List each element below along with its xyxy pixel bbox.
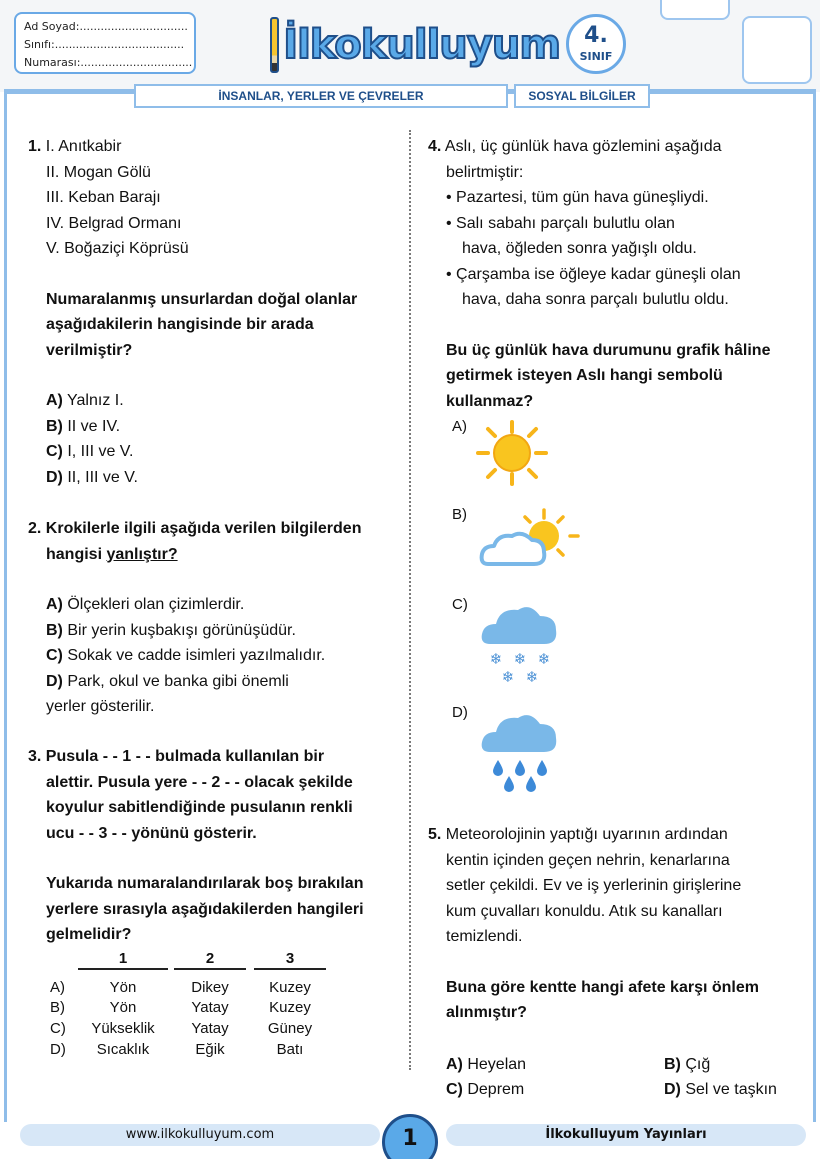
q4-bullet-continuation: hava, öğleden sonra yağışlı oldu. [462,240,697,257]
q3-stem-line: Pusula - - 1 - - bulmada kullanılan bir [45,748,325,765]
q1-prompt-line: verilmiştir? [46,341,133,359]
table-header: 2 [174,950,246,970]
corner-tab [660,0,730,20]
table-cell: Eğik [195,1041,225,1058]
row-key: D) [50,1041,66,1058]
table-cell: Yükseklik [91,1020,155,1037]
q2-underlined-word: yanlıştır? [106,545,178,563]
q3-stem-line: alettir. Pusula yere - - 2 - - olacak şekilde [46,773,353,791]
table-header: 1 [78,950,168,970]
table-cell: Kuzey [269,999,311,1016]
q3-stem-line: ucu - - 3 - - yönünü gösterir. [46,824,257,842]
option-text: II ve IV. [67,417,121,435]
option-text: Sokak ve cadde isimleri yazılmalıdır. [67,647,326,664]
option-key: D) [46,468,63,486]
answer-option[interactable] [28,439,398,465]
brand-logo [270,10,560,80]
table-cell: Yatay [191,999,229,1016]
option-text: II, III ve V. [67,468,138,486]
partly-cloudy-icon[interactable] [478,508,582,576]
svg-text:❄: ❄ [501,668,515,686]
q3-stem-line: koyulur sabitlendiğinde pusulanın renkli [46,799,353,816]
answer-option[interactable] [28,592,403,618]
answer-option[interactable] [28,414,398,440]
question-3 [28,744,403,948]
class-field: Sınıfı:..................................... [24,38,185,51]
snow-cloud-icon[interactable] [480,598,560,688]
name-field: Ad Soyad:............................... [24,20,188,33]
row-key: B) [50,999,65,1016]
question-number: 3. [28,748,42,765]
q5-stem-line: temizlendi. [446,928,523,945]
option-key: B) [46,417,63,435]
option-key: A) [46,596,63,613]
option-text: Yalnız I. [67,392,124,409]
q5-prompt-line: alınmıştır? [446,1004,527,1021]
option-text: Park, okul ve banka gibi önemli [67,672,289,690]
option-text: I, III ve V. [67,443,134,460]
q4-prompt-line: Bu üç günlük hava durumunu grafik hâline [446,341,771,359]
question-2 [28,516,403,720]
option-label: D) [452,704,468,721]
q4-bullet: • Çarşamba ise öğleye kadar güneşli olan [446,265,741,283]
q1-item: III. Keban Barajı [46,189,161,206]
q4-prompt-line: getirmek isteyen Aslı hangi sembolü [446,367,723,384]
logo-text: İlkokulluyum [283,22,560,68]
option-text: Heyelan [467,1056,527,1073]
option-key: C) [46,443,63,460]
option-text-continuation: yerler gösterilir. [46,698,155,715]
answer-option[interactable] [28,388,398,414]
option-label: A) [452,418,467,435]
question-5 [428,822,808,1026]
svg-text:❄: ❄ [513,650,527,668]
rain-cloud-icon[interactable] [480,706,560,796]
q1-item: V. Boğaziçi Köprüsü [46,240,189,257]
option-label: C) [452,596,468,613]
score-box [742,16,812,84]
answer-option[interactable] [28,669,403,695]
q4-bullet: • Pazartesi, tüm gün hava güneşliydi. [446,189,709,206]
q2-stem-line: hangisi [46,545,107,563]
table-cell: Yön [109,999,137,1016]
option-text: Çığ [685,1056,711,1073]
question-number: 1. [28,138,42,155]
row-key: A) [50,979,65,996]
q5-stem-line: Meteorolojinin yaptığı uyarının ardından [445,826,728,843]
student-info-box [14,12,196,74]
option-text: Ölçekleri olan çizimlerdir. [67,596,245,613]
grade-badge [566,14,626,74]
table-cell: Dikey [191,979,229,996]
answer-option[interactable] [28,618,403,644]
svg-text:❄: ❄ [537,650,551,668]
answer-option[interactable] [664,1052,710,1078]
question-number: 4. [428,138,442,155]
table-cell: Batı [276,1041,304,1058]
table-header: 3 [254,950,326,970]
q1-prompt-line: Numaralanmış unsurlardan doğal olanlar [46,290,358,308]
answer-option[interactable] [664,1077,777,1103]
q4-intro-line: Aslı, üç günlük hava gözlemini aşağıda [444,138,722,155]
q4-bullet: • Salı sabahı parçalı bulutlu olan [446,214,675,232]
q5-prompt-line: Buna göre kentte hangi afete karşı önlem [446,978,759,996]
option-key: A) [446,1056,463,1073]
q5-stem-line: kum çuvalları konuldu. Atık su kanalları [446,902,723,920]
table-cell: Güney [267,1020,313,1037]
q5-stem-line: kentin içinden geçen nehrin, kenarlarına [446,851,730,869]
website-link[interactable]: www.ilkokulluyum.com [20,1124,380,1146]
option-key: B) [46,621,63,639]
q1-item: IV. Belgrad Ormanı [46,214,182,232]
grade-number: 4. [584,23,608,48]
table-cell: Sıcaklık [96,1041,150,1058]
answer-option[interactable] [28,643,403,669]
grade-label: SINIF [579,50,613,63]
topic-tab: İNSANLAR, YERLER VE ÇEVRELER [134,84,508,108]
question-1 [28,134,398,490]
option-text: Deprem [467,1081,525,1098]
pencil-icon [270,17,279,73]
q1-item: II. Mogan Gölü [46,163,151,181]
q1-item: I. Anıtkabir [45,138,122,155]
q3-prompt-line: yerlere sırasıyla aşağıdakilerden hangileri [46,900,364,918]
number-field: Numarası:................................ [24,56,193,69]
option-text: Bir yerin kuşbakışı görünüşüdür. [67,621,296,639]
q4-prompt-line: kullanmaz? [446,392,534,410]
question-number: 2. [28,520,42,537]
svg-text:❄: ❄ [489,650,503,668]
table-cell: Kuzey [269,979,311,996]
sun-icon[interactable] [474,418,550,488]
answer-option[interactable] [28,465,398,491]
option-key: D) [46,672,63,690]
option-key: A) [46,392,63,409]
option-key: B) [664,1056,681,1073]
page-number: 1 [402,1126,418,1151]
answer-option[interactable] [446,1052,526,1078]
publisher-name: İlkokulluyum Yayınları [446,1124,806,1146]
column-divider [409,130,411,1070]
q4-intro-line: belirtmiştir: [446,163,524,181]
table-cell: Yatay [191,1020,229,1037]
option-key: C) [46,647,63,664]
q4-bullet-continuation: hava, daha sonra parçalı bulutlu oldu. [462,291,729,308]
table-cell: Yön [109,979,137,996]
option-key: D) [664,1081,681,1098]
answer-option[interactable] [446,1077,524,1103]
q2-stem-line: Krokilerle ilgili aşağıda verilen bilgilerden [45,520,362,537]
q1-prompt-line: aşağıdakilerin hangisinde bir arada [46,316,314,333]
q5-stem-line: setler çekildi. Ev ve iş yerlerinin girişlerine [446,877,742,894]
q3-prompt-line: Yukarıda numaralandırılarak boş bırakılan [46,875,364,892]
svg-text:❄: ❄ [525,668,539,686]
option-label: B) [452,506,467,523]
question-number: 5. [428,826,442,843]
option-text: Sel ve taşkın [685,1081,777,1098]
q3-prompt-line: gelmelidir? [46,926,132,943]
row-key: C) [50,1020,66,1037]
question-4 [428,134,808,414]
option-key: C) [446,1081,463,1098]
subject-tab: SOSYAL BİLGİLER [514,84,650,108]
